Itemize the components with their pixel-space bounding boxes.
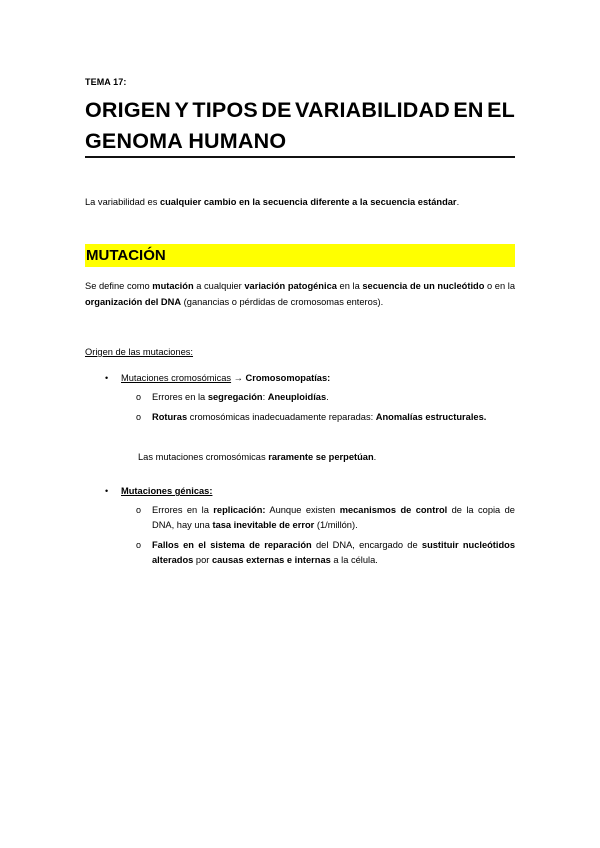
text: en la [336,281,363,291]
mutation-definition-paragraph [85,279,515,310]
title-word: ORIGEN [85,98,172,122]
title-line-2: GENOMA HUMANO [85,129,287,153]
section-title: MUTACIÓN [86,247,166,264]
text: Errores en la [152,392,208,402]
topic-number-label: TEMA 17: [85,77,127,87]
intro-text: La variabilidad es [85,197,160,207]
title-word: DE [261,98,292,122]
text: o en la [484,281,515,291]
title-word: VARIABILIDAD [295,98,450,122]
title-word: EN [453,98,484,122]
text: a la célula. [330,555,378,565]
title-word: TIPOS [192,98,258,122]
emphasis: Roturas [152,412,188,422]
emphasis: replicación: [213,505,266,515]
emphasis: segregación [207,392,263,402]
sublist-text [152,390,515,405]
text: (1/millón). [314,520,358,530]
bullet-label: Mutaciones génicas: [121,486,213,496]
emphasis: secuencia de un nucleótido [362,281,485,291]
circle-bullet-icon: o [136,505,142,515]
sublist-text [152,503,515,533]
text: : [262,392,268,402]
emphasis: sustituir nucleótidos alterados [152,540,515,565]
text: del DNA, encargado de [311,540,422,550]
document-title [85,95,515,157]
emphasis: mutación [152,281,194,291]
emphasis: Fallos en el sistema de reparación [152,540,312,550]
text: Aunque existen [265,505,340,515]
circle-bullet-icon: o [136,540,142,550]
emphasis: tasa inevitable de error [212,520,315,530]
bullet-icon: • [105,373,109,383]
emphasis: causas externas e internas [211,555,331,565]
emphasis: Anomalías estructurales. [375,412,487,422]
emphasis: raramente se perpetúan [268,452,374,462]
intro-text-end: . [456,197,460,207]
text: Se define como [85,281,153,291]
emphasis: mecanismos de control [339,505,448,515]
bullet-text [121,371,330,386]
bullet-label-bold: Cromosomopatías: [245,373,331,383]
text: (ganancias o pérdidas de cromosomas enteros). [181,296,384,307]
text: por [193,555,212,565]
right-arrow-icon: → [231,373,246,383]
title-line-1 [85,95,515,126]
circle-bullet-icon: o [136,392,142,402]
section-header-highlight [85,244,515,267]
text: cromosómicas inadecuadamente reparadas: [187,412,376,422]
text: . [326,392,329,402]
emphasis: Aneuploidías [267,392,327,402]
intro-sentence [85,196,515,209]
bullet-icon: • [105,486,109,496]
title-word: EL [487,98,515,122]
circle-bullet-icon: o [136,412,142,422]
text: a cualquier [193,281,245,291]
title-word: Y [174,98,189,122]
emphasis: variación patogénica [244,281,337,291]
text: Errores en la [152,505,214,515]
text: de la copia de DNA, hay una [152,505,515,530]
bullet-text [121,484,212,499]
intro-emphasis: cualquier cambio en la secuencia diferente a la secuencia estándar [159,197,457,207]
title-underline-divider [85,156,515,158]
sublist-text [152,538,515,568]
text: Las mutaciones cromosómicas [138,452,269,462]
emphasis: organización del DNA [85,296,182,307]
sublist-text [152,410,515,425]
bullet-label: Mutaciones cromosómicas [121,373,232,383]
origin-subheading: Origen de las mutaciones: [85,347,194,357]
text: . [373,452,377,462]
chromosomal-note [138,452,376,462]
